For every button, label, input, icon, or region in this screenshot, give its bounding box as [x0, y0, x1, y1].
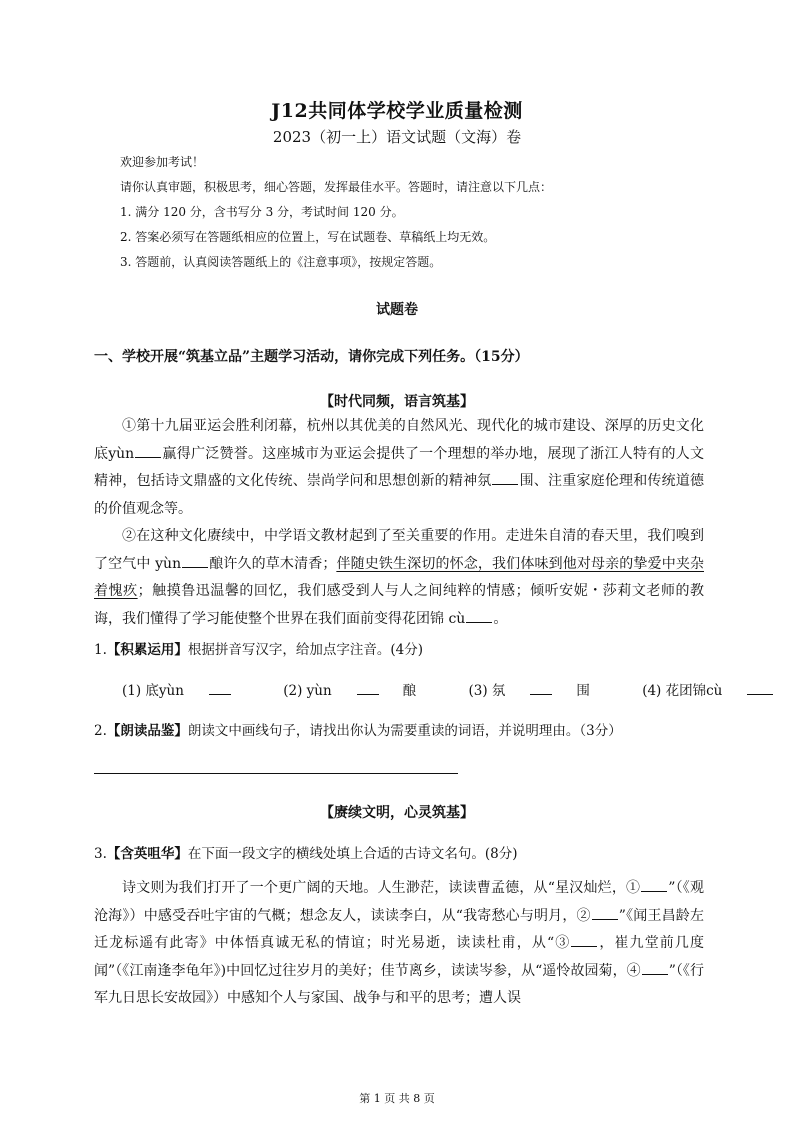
notice-line: 2. 答案必须写在答题纸相应的位置上，写在试题卷、草稿纸上均无效。: [120, 230, 496, 244]
option-4: (4) 花团锦cù: [642, 683, 794, 699]
notice-line: 请你认真审题，积极思考，细心答题，发挥最佳水平。答题时，请注意以下几点：: [120, 180, 553, 194]
subsection-heading: 【赓续文明，心灵筑基】: [320, 805, 474, 821]
passage-text: 赢得广泛赞誉。这座城市为亚运会提供了一个理想的举办地，展现了浙江人特有的人文精神，包括诗文鼎盛的文化传统、崇尚学问和思想创新的精神氛: [94, 445, 704, 489]
fill-blank: [642, 960, 668, 975]
question-tag: 【含英咀华】: [106, 846, 188, 862]
question-number: 1.: [94, 642, 107, 658]
notice-line: 1. 满分 120 分，含书写分 3 分，考试时间 120 分。: [120, 205, 404, 219]
passage-text: ”（《行军九日思长安故园》）中感知个人与家国、战争与和平的思考；遭人误: [94, 962, 704, 1006]
passage-paragraph-1: [94, 413, 704, 633]
fill-blank: [466, 608, 492, 623]
fill-blank: [641, 877, 667, 892]
question-tag: 【积累运用】: [106, 642, 188, 658]
exam-subtitle: 2023（初一上）语文试题（文海）卷: [272, 128, 522, 146]
passage-text: ；触摸鲁迅温馨的回忆，我们感受到人与人之间纯粹的情感；倾听安妮・莎莉文老师的教诲，我们懂得了学习能使整个世界在我们面前变得花团锦 cù: [94, 583, 705, 627]
exam-notice: [120, 150, 552, 275]
passage-text: 诗文则为我们打开了一个更广阔的天地。人生渺茫，读读曹孟德，从“星汉灿烂，①: [122, 880, 641, 896]
passage-text: ①第十九届亚运会胜利闭幕，杭州以其优美的自然风光、现代化的城市建设、深厚的历史文化底yùn: [94, 418, 704, 462]
notice-line: 欢迎参加考试！: [120, 155, 205, 169]
question-number: 2.: [94, 723, 107, 739]
question-number: 3.: [94, 846, 107, 862]
question-1-options: [122, 679, 794, 699]
fill-blank: [530, 680, 552, 695]
passage-paragraph-3: [94, 875, 704, 1013]
option-1: (1) 底yùn: [122, 683, 255, 699]
fill-blank: [492, 470, 518, 485]
fill-blank: [571, 932, 597, 947]
passage-text: 酿许久的草木清香；: [209, 555, 337, 572]
question-2: [94, 719, 622, 739]
question-3: [94, 842, 518, 862]
exam-title: J12共同体学校学业质量检测: [271, 100, 523, 122]
fill-blank: [357, 680, 379, 695]
passage-text: ”《闻王昌龄左迁龙标遥有此寄》中体悟真诚无私的情谊；时光易逝，读读杜甫，从“③: [94, 907, 704, 951]
passage-text: ”（《观沧海》）中感受吞吐宇宙的气概；想念友人，读读李白，从“我寄愁心与明月，②: [94, 880, 704, 924]
question-1: [94, 638, 423, 658]
answer-line: [94, 773, 458, 774]
fill-blank: [747, 680, 773, 695]
paper-label: 试题卷: [376, 302, 418, 318]
question-text: 根据拼音写汉字，给加点字注音。(4分): [187, 642, 424, 658]
passage-text: ，崔九堂前几度闻”（《江南逢李龟年》)中回忆过往岁月的美好；佳节离乡，读读岑参，从“遥怜故园菊，④: [94, 935, 705, 979]
page-footer: 第 1 页 共 8 页: [359, 1092, 435, 1105]
underlined-sentence: 伴随史铁生深切的怀念，我们体味到他对母亲的挚爱中夹杂着愧疚: [94, 555, 704, 599]
passage-text: ②在这种文化赓续中，中学语文教材起到了至关重要的作用。走进朱自清的春天里，我们嗅到了空气中 yùn: [94, 528, 704, 572]
option-3: (3) 氛 围: [468, 683, 613, 699]
question-text: 在下面一段文字的横线处填上合适的古诗文名句。(8分): [187, 846, 518, 862]
subsection-heading: 【时代同频，语言筑基】: [320, 394, 474, 410]
question-tag: 【朗读品鉴】: [106, 723, 188, 739]
section-heading: 一、学校开展“筑基立品”主题学习活动，请你完成下列任务。（15分）: [94, 349, 529, 365]
fill-blank: [592, 905, 618, 920]
notice-line: 3. 答题前，认真阅读答题纸上的《注意事项》，按规定答题。: [120, 255, 442, 269]
option-2: (2) yùn 酿: [283, 683, 440, 699]
fill-blank: [182, 553, 208, 568]
passage-text: 。: [493, 610, 508, 627]
passage-text: 围、注重家庭伦理和传统道德的价值观念等。: [94, 473, 705, 517]
fill-blank: [209, 680, 231, 695]
fill-blank: [135, 443, 161, 458]
question-text: 朗读文中画线句子，请找出你认为需要重读的词语，并说明理由。（3分）: [187, 723, 622, 739]
